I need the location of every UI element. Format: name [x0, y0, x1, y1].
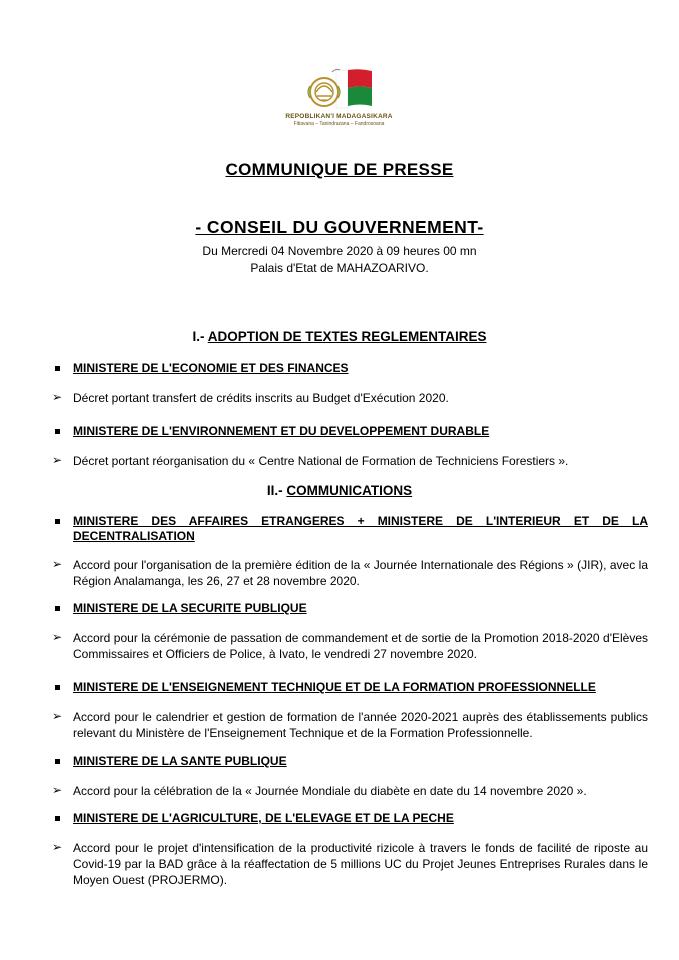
section-prefix: II.-	[266, 483, 283, 498]
ministry-heading: MINISTERE DE L'ENSEIGNEMENT TECHNIQUE ET DE LA FORMATION PROFESSIONNELLE	[73, 680, 596, 694]
section-title: COMMUNICATIONS	[286, 483, 413, 498]
square-bullet-icon	[55, 685, 60, 690]
square-bullet-icon	[55, 519, 60, 524]
arrow-bullet-icon: ➢	[52, 630, 63, 644]
meeting-place: Palais d'Etat de MAHAZOARIVO.	[250, 261, 429, 275]
arrow-bullet-icon: ➢	[52, 453, 63, 467]
list-item: Accord pour le calendrier et gestion de formation de l'année 2020-2021 auprès des établissements publics relevant du Ministère de l'Enseignement Technique et de la Formation Professionnelle.	[73, 710, 648, 740]
square-bullet-icon	[55, 429, 60, 434]
arrow-bullet-icon: ➢	[52, 783, 63, 797]
logo-motto: Fitiavana – Tanindrazana – Fandrosoana	[293, 121, 385, 127]
list-item: Accord pour le projet d'intensification de la productivité rizicole à travers le fonds de facilité de riposte au Covid-19 par la BAD grâce à la réaffectation de 5 millions UC du Projet Jeunes Entreprises Rurales dans le Moyen Ouest (PROJERMO).	[73, 841, 648, 887]
list-item: Décret portant réorganisation du « Centre National de Formation de Techniciens Forestiers ».	[73, 454, 569, 468]
logo-caption: REPOBLIKAN'I MADAGASIKARA	[285, 113, 393, 120]
arrow-bullet-icon: ➢	[52, 840, 63, 854]
square-bullet-icon	[55, 606, 60, 611]
ministry-heading: MINISTERE DES AFFAIRES ETRANGERES + MINISTERE DE L'INTERIEUR ET DE LA DECENTRALISATION	[73, 514, 648, 543]
page-subtitle: - CONSEIL DU GOUVERNEMENT-	[195, 217, 484, 237]
page-title: COMMUNIQUE DE PRESSE	[225, 160, 454, 179]
square-bullet-icon	[55, 759, 60, 764]
square-bullet-icon	[55, 816, 60, 821]
arrow-bullet-icon: ➢	[52, 390, 63, 404]
ministry-heading: MINISTERE DE L'ECONOMIE ET DES FINANCES	[73, 361, 349, 375]
list-item: Accord pour la célébration de la « Journée Mondiale du diabète en date du 14 novembre 2020 ».	[73, 784, 587, 798]
section-heading-2	[0, 483, 679, 498]
square-bullet-icon	[55, 366, 60, 371]
section-prefix: I.-	[192, 329, 205, 344]
section-title: ADOPTION DE TEXTES REGLEMENTAIRES	[207, 329, 487, 344]
ministry-heading: MINISTERE DE L'ENVIRONNEMENT ET DU DEVELOPPEMENT DURABLE	[73, 424, 490, 438]
madagascar-seal-logo	[276, 66, 402, 130]
section-heading-1	[0, 329, 679, 344]
list-item: Accord pour la cérémonie de passation de commandement et de sortie de la Promotion 2018-2020 d'Elèves Commissaires et Officiers de Police, à Ivato, le vendredi 27 novembre 2020.	[73, 631, 648, 661]
flag-emblem-icon	[302, 66, 374, 114]
arrow-bullet-icon: ➢	[52, 557, 63, 571]
arrow-bullet-icon: ➢	[52, 709, 63, 723]
list-item: Décret portant transfert de crédits inscrits au Budget d'Exécution 2020.	[73, 391, 449, 405]
ministry-heading: MINISTERE DE L'AGRICULTURE, DE L'ELEVAGE ET DE LA PECHE	[73, 811, 454, 825]
list-item: Accord pour l'organisation de la première édition de la « Journée Internationale des Régions » (JIR), avec la Région Analamanga, les 26, 27 et 28 novembre 2020.	[73, 558, 648, 588]
ministry-heading: MINISTERE DE LA SANTE PUBLIQUE	[73, 754, 287, 768]
meeting-date: Du Mercredi 04 Novembre 2020 à 09 heures 00 mn	[202, 244, 477, 258]
ministry-heading: MINISTERE DE LA SECURITE PUBLIQUE	[73, 601, 307, 615]
